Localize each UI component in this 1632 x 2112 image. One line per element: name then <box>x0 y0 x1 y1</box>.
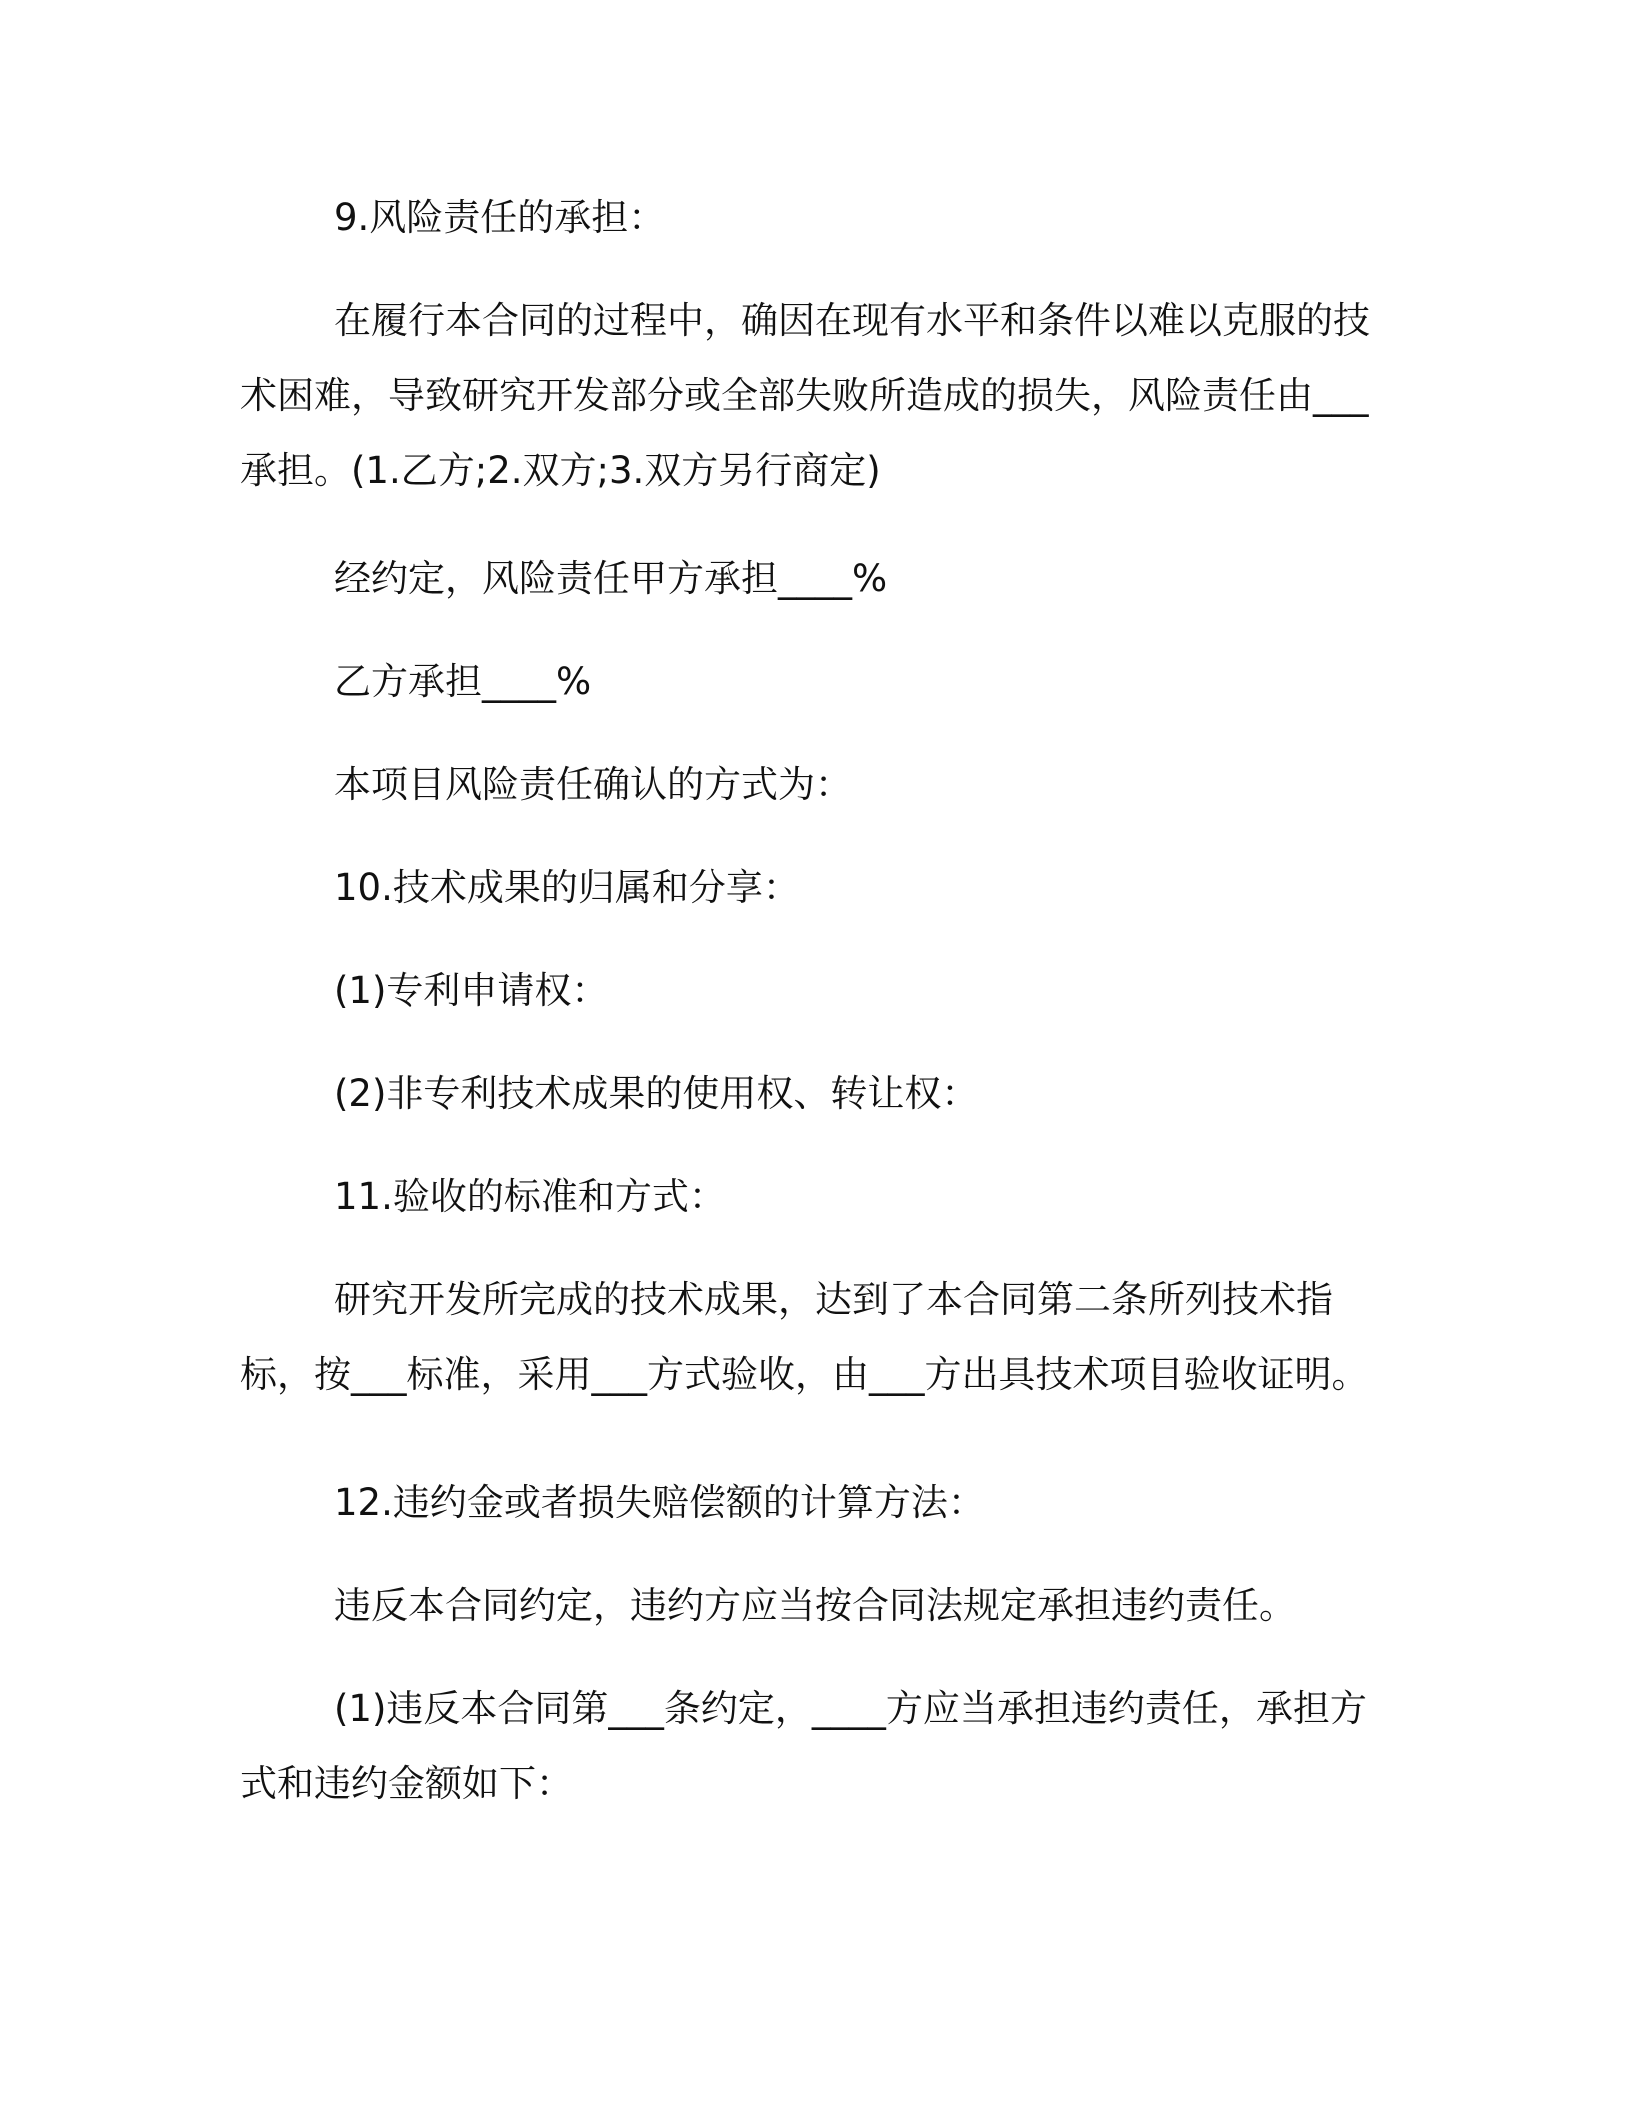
section-heading-penalty: 12.违约金或者损失赔偿额的计算方法： <box>334 1481 985 1524</box>
section-heading-acceptance: 11.验收的标准和方式： <box>334 1175 726 1218</box>
paragraph-patent-right: (1)专利申请权： <box>334 969 609 1012</box>
paragraph-risk-liability: 在履行本合同的过程中，确因在现有水平和条件以难以克服的技术困难，导致研究开发部分或全部失败所造成的损失，风险责任由___承担。(1.乙方;2.双方;3.双方另行商定) <box>240 299 1370 492</box>
paragraph-non-patent-rights: (2)非专利技术成果的使用权、转让权： <box>334 1072 979 1115</box>
paragraph-party-b-share: 乙方承担____% <box>334 660 592 703</box>
paragraph-breach-liability: 违反本合同约定，违约方应当按合同法规定承担违约责任。 <box>334 1584 1296 1627</box>
paragraph-party-a-share: 经约定，风险责任甲方承担____% <box>334 557 888 600</box>
paragraph-acceptance-standard: 研究开发所完成的技术成果，达到了本合同第二条所列技术指标，按___标准，采用___方式验收，由___方出具技术项目验收证明。 <box>240 1278 1369 1396</box>
paragraph-breach-clause: (1)违反本合同第___条约定，____方应当承担违约责任，承担方式和违约金额如下： <box>240 1687 1367 1805</box>
section-heading-tech-results: 10.技术成果的归属和分享： <box>334 866 800 909</box>
section-heading-risk-liability: 9.风险责任的承担： <box>334 196 666 239</box>
paragraph-risk-confirmation: 本项目风险责任确认的方式为： <box>334 763 852 806</box>
